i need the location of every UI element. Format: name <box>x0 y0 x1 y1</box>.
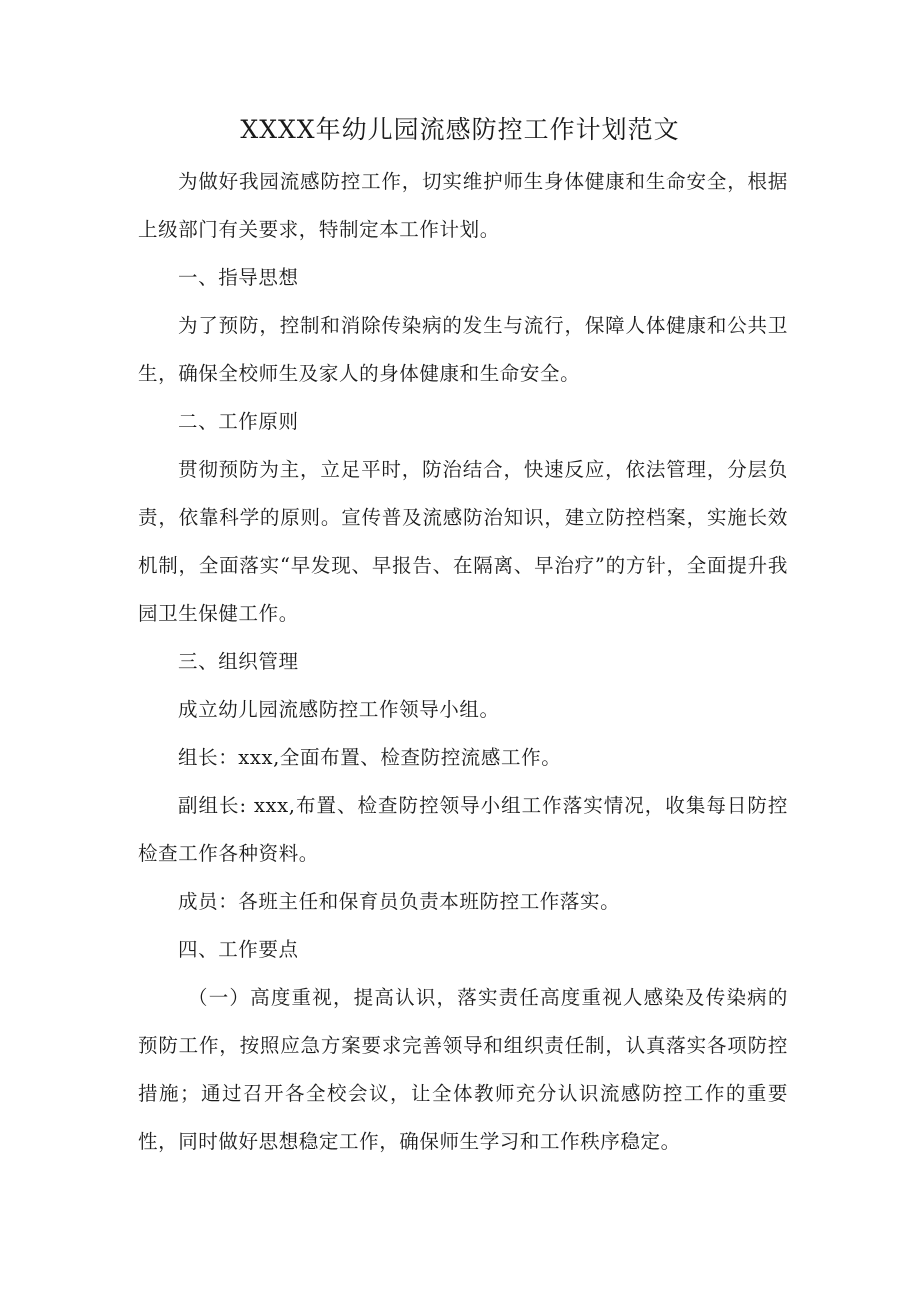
section-heading-work-principles: 二、工作原则 <box>178 410 299 433</box>
section-heading-guiding-ideology: 一、指导思想 <box>178 266 299 289</box>
deputy-leader-paragraph: 副组长: xxx,布置、检查防控领导小组工作落实情况，收集每日防控检查工作各种资料。 <box>138 794 788 865</box>
work-point-one-paragraph: （一）高度重视，提高认识，落实责任高度重视人感染及传染病的预防工作，按照应急方案要求完善领导和组织责任制，认真落实各项防控措施；通过召开各全校会议，让全体教师充分认识流感防控工作的重要性，同时做好思想稳定工作，确保师生学习和工作秩序稳定。 <box>138 986 788 1153</box>
leader-paragraph: 组长：xxx,全面布置、检查防控流感工作。 <box>178 746 562 769</box>
work-principles-paragraph: 贯彻预防为主，立足平时，防治结合，快速反应，依法管理，分层负责，依靠科学的原则。宣传普及流感防治知识，建立防控档案，实施长效机制，全面落实“早发现、早报告、在隔离、早治疗”的方针，全面提升我园卫生保健工作。 <box>138 458 788 625</box>
organization-paragraph: 成立幼儿园流感防控工作领导小组。 <box>178 698 500 721</box>
members-paragraph: 成员：各班主任和保育员负责本班防控工作落实。 <box>178 890 621 913</box>
guiding-ideology-paragraph: 为了预防，控制和消除传染病的发生与流行，保障人体健康和公共卫生，确保全校师生及家人的身体健康和生命安全。 <box>138 314 788 385</box>
intro-paragraph: 为做好我园流感防控工作，切实维护师生身体健康和生命安全，根据上级部门有关要求，特制定本工作计划。 <box>138 170 788 241</box>
section-heading-organization: 三、组织管理 <box>178 650 299 673</box>
document-body <box>138 158 788 1166</box>
section-heading-work-points: 四、工作要点 <box>178 938 299 961</box>
document-title: XXXX年幼儿园流感防控工作计划范文 <box>240 115 680 144</box>
